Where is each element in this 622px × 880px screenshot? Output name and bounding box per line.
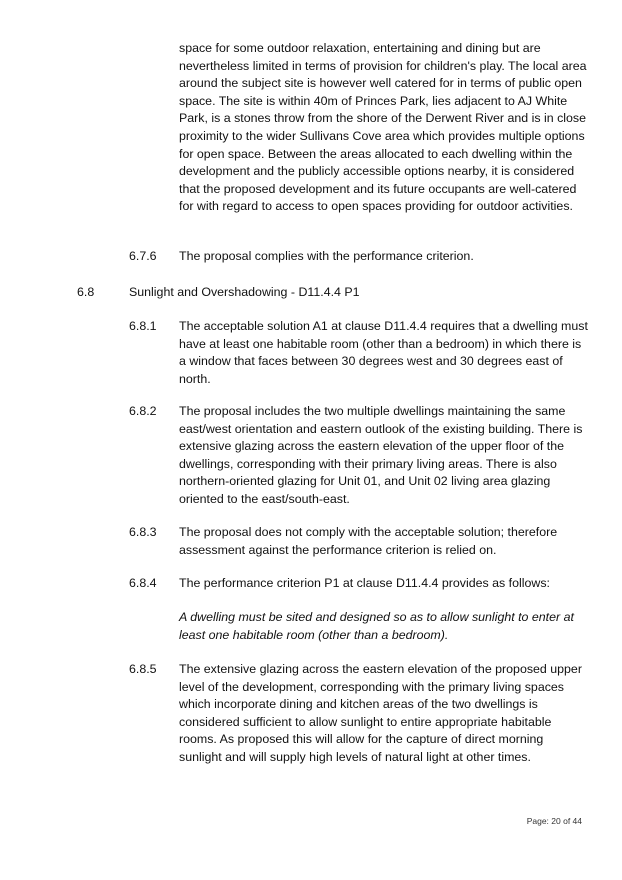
item-text-6-7-6: The proposal complies with the performance criterion. — [179, 249, 474, 263]
item-text-6-8-3: The proposal does not comply with the acceptable solution; therefore assessment against the performance criterion is relied on. — [179, 525, 558, 557]
item-number-6-8-3: 6.8.3 — [129, 525, 157, 539]
item-text-6-8-2: The proposal includes the two multiple dwellings maintaining the same east/west orientation and eastern outlook of the existing building. There is extensive glazing across the eastern elevation of the upper floor of the dwellings, corresponding with their primary living areas. There is also northern-oriented glazing for Unit 01, and Unit 02 living area glazing oriented to the east/south-east. — [179, 404, 583, 506]
section-number-6-8: 6.8 — [77, 285, 95, 299]
item-number-6-8-5: 6.8.5 — [129, 662, 157, 676]
quoted-criterion-p1: A dwelling must be sited and designed so as to allow sunlight to enter at least one habitable room (other than a bedroom). — [179, 610, 574, 642]
item-number-6-8-1: 6.8.1 — [129, 319, 157, 333]
intro-paragraph: space for some outdoor relaxation, entertaining and dining but are nevertheless limited in terms of provision for children's play. The local area around the subject site is however well catered for in terms of public open space. The site is within 40m of Princes Park, lies adjacent to AJ White Park, is a stones throw from the shore of the Derwent River and is in close proximity to the wider Sullivans Cove area which provides multiple options for open space. Between the areas allocated to each dwelling within the development and the publicly accessible options nearby, it is considered that the proposed development and its future occupants are well-catered for with regard to access to open spaces providing for outdoor activities. — [179, 41, 587, 214]
item-number-6-7-6: 6.7.6 — [129, 249, 157, 263]
item-text-6-8-4: The performance criterion P1 at clause D11.4.4 provides as follows: — [179, 576, 550, 590]
item-text-6-8-1: The acceptable solution A1 at clause D11.4.4 requires that a dwelling must have at least one habitable room (other than a bedroom) in which there is a window that faces between 30 degrees west and 30 degrees east of north. — [179, 319, 588, 386]
item-text-6-8-5: The extensive glazing across the eastern elevation of the proposed upper level of the development, corresponding with the primary living spaces which incorporate dining and kitchen areas of the two dwellings is considered sufficient to allow sunlight to entire appropriate habitable rooms. As proposed this will allow for the capture of direct morning sunlight and will supply high levels of natural light at other times. — [179, 662, 582, 764]
section-heading-6-8: Sunlight and Overshadowing - D11.4.4 P1 — [129, 285, 360, 299]
item-number-6-8-4: 6.8.4 — [129, 576, 157, 590]
item-number-6-8-2: 6.8.2 — [129, 404, 157, 418]
page-number-footer: Page: 20 of 44 — [526, 816, 582, 826]
